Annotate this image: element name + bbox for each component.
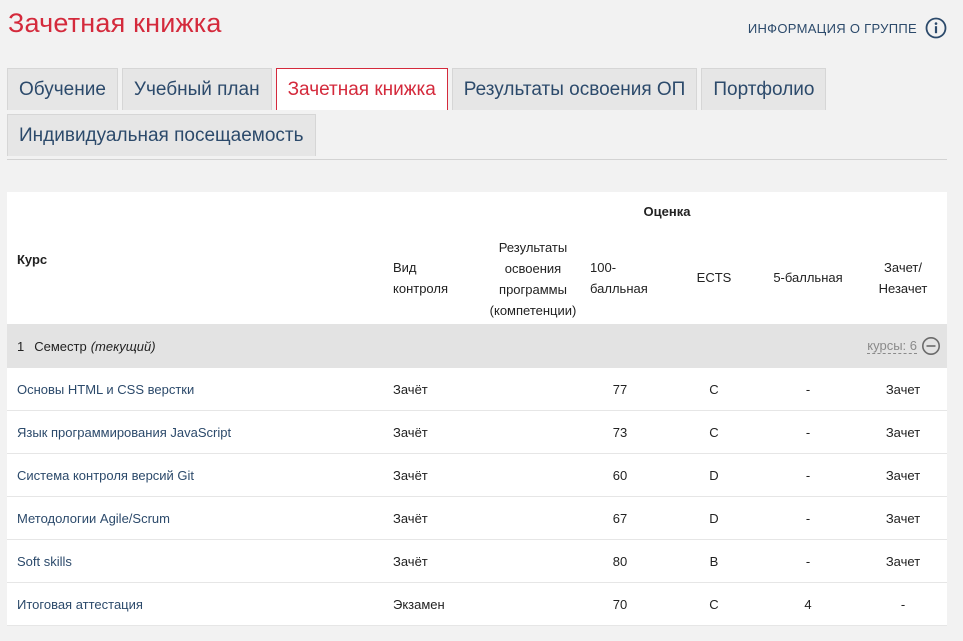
group-info-label[interactable]: ИНФОРМАЦИЯ О ГРУППЕ — [747, 20, 917, 36]
semester-note: (текущий) — [90, 338, 156, 354]
course-link[interactable]: Итоговая аттестация — [17, 597, 143, 612]
score5-cell: - — [805, 468, 811, 483]
grades-table — [7, 192, 947, 626]
semester-row — [7, 324, 947, 368]
tab-program-results[interactable]: Результаты освоения ОП — [452, 68, 698, 110]
table-row — [7, 368, 947, 411]
pass-cell: - — [900, 597, 906, 612]
header-score100: 100-балльная — [590, 260, 648, 296]
control-type-cell: Экзамен — [393, 597, 445, 612]
course-link[interactable]: Soft skills — [17, 554, 72, 569]
score100-cell: 60 — [612, 468, 628, 483]
ects-cell: C — [709, 597, 719, 612]
pass-cell: Зачет — [885, 382, 921, 397]
semester-toggle[interactable] — [867, 336, 941, 356]
tab-row-1 — [7, 68, 947, 110]
control-type-cell: Зачёт — [393, 554, 428, 569]
ects-cell: D — [709, 511, 719, 526]
score5-cell: - — [805, 511, 811, 526]
ects-cell: B — [709, 554, 719, 569]
control-type-cell: Зачёт — [393, 468, 428, 483]
tab-study-plan[interactable]: Учебный план — [122, 68, 272, 110]
score5-cell: - — [805, 425, 811, 440]
semester-number: 1 — [17, 338, 25, 354]
score100-cell: 80 — [612, 554, 628, 569]
tab-portfolio[interactable]: Портфолио — [701, 68, 826, 110]
header-score5: 5-балльная — [773, 270, 843, 285]
table-row — [7, 454, 947, 497]
courses-count[interactable]: курсы: 6 — [867, 338, 917, 353]
score100-cell: 67 — [612, 511, 628, 526]
score100-cell: 70 — [612, 597, 628, 612]
pass-cell: Зачет — [885, 425, 921, 440]
header-grade-group: Оценка — [643, 204, 691, 219]
score5-cell: - — [805, 382, 811, 397]
tabs-divider — [7, 159, 947, 160]
course-link[interactable]: Основы HTML и CSS верстки — [17, 382, 195, 397]
header-pass: Зачет/ Незачет — [878, 260, 928, 296]
page-title: Зачетная книжка — [8, 8, 222, 38]
control-type-cell: Зачёт — [393, 511, 428, 526]
header-results: Результаты освоения программы (компетенции) — [489, 240, 577, 318]
table-row — [7, 497, 947, 540]
score100-cell: 73 — [612, 425, 628, 440]
course-link[interactable]: Методологии Agile/Scrum — [17, 511, 170, 526]
pass-cell: Зачет — [885, 554, 921, 569]
pass-cell: Зачет — [885, 511, 921, 526]
semester-label: Семестр — [34, 338, 87, 354]
score5-cell: 4 — [804, 597, 812, 612]
minus-circle-icon[interactable] — [921, 336, 941, 356]
header-course: Курс — [17, 252, 48, 267]
course-link[interactable]: Система контроля версий Git — [17, 468, 195, 483]
ects-cell: C — [709, 425, 719, 440]
table-row — [7, 583, 947, 626]
group-info-link[interactable] — [748, 17, 947, 39]
tab-education[interactable]: Обучение — [7, 68, 118, 110]
control-type-cell: Зачёт — [393, 425, 428, 440]
course-link[interactable]: Язык программирования JavaScript — [17, 425, 232, 440]
tab-attendance[interactable]: Индивидуальная посещаемость — [7, 114, 316, 156]
score100-cell: 77 — [612, 382, 628, 397]
table-row — [7, 411, 947, 454]
tab-bar — [7, 68, 947, 160]
header-ects: ECTS — [696, 270, 732, 285]
score5-cell: - — [805, 554, 811, 569]
table-row — [7, 540, 947, 583]
ects-cell: C — [709, 382, 719, 397]
pass-cell: Зачет — [885, 468, 921, 483]
tab-row-2 — [7, 114, 947, 156]
header-control-type: Вид контроля — [393, 260, 448, 296]
ects-cell: D — [709, 468, 719, 483]
table-header — [7, 192, 947, 324]
info-circle-icon[interactable] — [925, 17, 947, 39]
tab-record-book[interactable]: Зачетная книжка — [276, 68, 448, 110]
control-type-cell: Зачёт — [393, 382, 428, 397]
